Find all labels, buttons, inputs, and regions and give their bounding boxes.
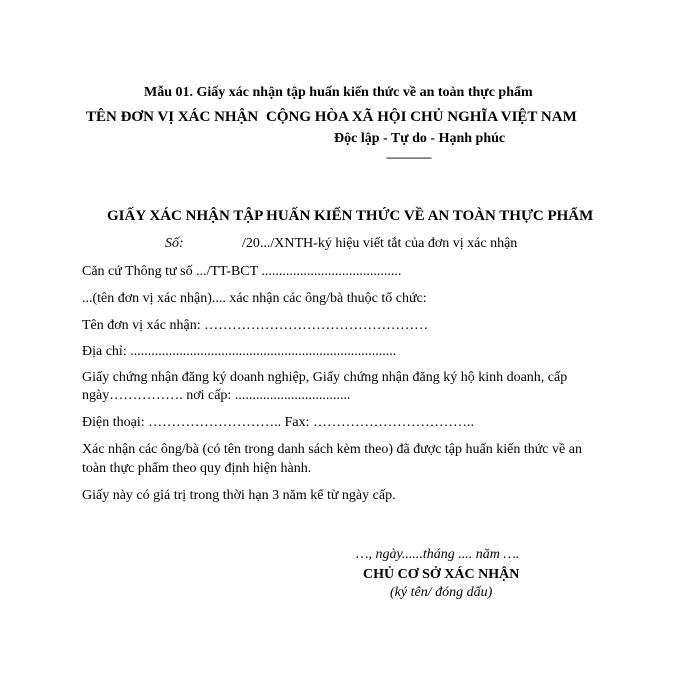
header-motto: Độc lập - Tự do - Hạnh phúc [334,131,506,146]
number-prefix: Số: [165,236,184,251]
validity-line: Giấy này có giá trị trong thời hạn 3 năm kể từ ngày cấp. [82,488,396,503]
header-unit-name: TÊN ĐƠN VỊ XÁC NHẬN [86,109,259,125]
header-underline: --------------- [386,150,431,164]
signature-date-line: …, ngày......tháng .... năm …. [356,547,520,562]
confirm-line-2: toàn thực phẩm theo quy định hiện hành. [82,461,312,476]
confirm-line-1: Xác nhận các ông/bà (có tên trong danh sách kèm theo) đã được tập huấn kiến thức về an [82,442,582,457]
header-republic: CỘNG HÒA XÃ HỘI CHỦ NGHĨA VIỆT NAM [266,109,577,125]
signature-note: (ký tên/ đóng dấu) [390,585,493,600]
number-value: /20.../XNTH-ký hiệu viết tắt của đơn vị xác nhận [242,236,518,251]
signature-authority: CHỦ CƠ SỞ XÁC NHẬN [363,567,520,582]
form-label: Mẫu 01. Giấy xác nhận tập huấn kiến thức về an toàn thực phẩm [144,85,533,100]
license-line-2: ngày……………. nơi cấp: ................................. [82,388,351,403]
document-title: GIẤY XÁC NHẬN TẬP HUẤN KIẾN THỨC VỀ AN TOÀN THỰC PHẨM [107,208,594,224]
org-name-line: Tên đơn vị xác nhận: ………………………………………… [82,318,429,333]
phone-fax-line: Điện thoại: ……………………….. Fax: …………………………….. [82,415,474,430]
certify-intro-line: ...(tên đơn vị xác nhận).... xác nhận các ông/bà thuộc tổ chức: [82,291,427,306]
address-line: Địa chỉ: ............................................................................ [82,344,397,359]
basis-line: Căn cứ Thông tư số .../TT-BCT ........................................ [82,264,402,279]
license-line-1: Giấy chứng nhận đăng ký doanh nghiệp, Giấy chứng nhận đăng ký hộ kinh doanh, cấp [82,370,568,385]
